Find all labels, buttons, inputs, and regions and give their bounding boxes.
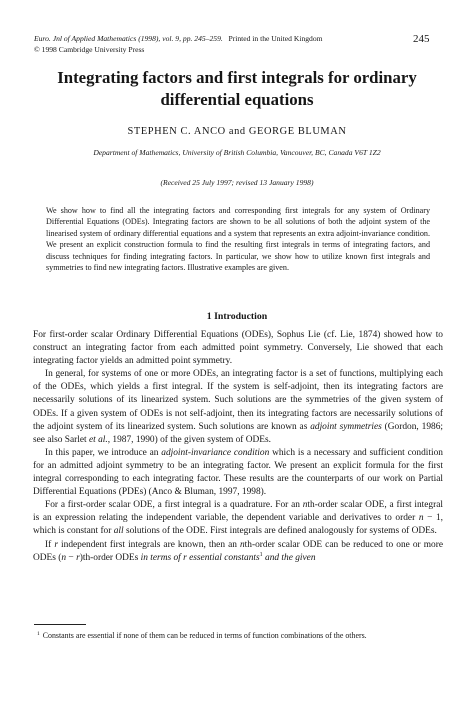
- running-header: [34, 34, 434, 55]
- emphasis-all: all: [113, 526, 124, 537]
- footnote-rule: [34, 624, 86, 625]
- var-n: n: [61, 552, 67, 563]
- emphasis-and-given: and the given: [262, 552, 316, 563]
- paragraph-3: [33, 447, 443, 499]
- paragraph-1: For first-order scalar Ordinary Differential Equations (ODEs), Sophus Lie (cf. Lie, 1874) showed how to construct an integrating factor from each admitted point symmetry. Conversely, Lie showed that each integrating factor yields an admitted point symmetry.: [33, 330, 443, 367]
- page-number: 245: [413, 33, 430, 45]
- paragraph-2-text-a: In general, for systems of one or more ODEs, an integrating factor is a set of functions, multiplying each of the ODEs, which yields a first integral. If the system is self-adjoint, then its integrating factors are necessarily solutions of its linearized system. Such solutions are the symmetries of the given system of ODEs. If a given system of ODEs is not self-adjoint, then its integrating factors are necessarily solutions of the adjoint system of its linearized system. Such solutions are known as: [33, 369, 443, 432]
- var-r: r: [76, 552, 80, 563]
- var-n: n: [302, 500, 308, 511]
- paragraph-2-text-c: , 1987, 1990) of the given system of ODEs.: [107, 434, 271, 445]
- paragraph-4-text-d: solutions of the ODE. First integrals are defined analogously for systems of ODEs.: [123, 526, 437, 537]
- paragraph-3-text-a: In this paper, we introduce an: [45, 447, 162, 458]
- footnote: [33, 629, 443, 641]
- footnote-text: Constants are essential if none of them can be reduced in terms of function combinations of the others.: [42, 631, 367, 640]
- paren-open: (: [58, 552, 62, 563]
- footnote-mark: 1: [37, 631, 40, 637]
- paragraph-5: If r independent first integrals are known, then an nth-order scalar ODE can be reduced to one or more ODEs (n − r)th-order ODEs in terms of r essential constants$^1$ and the given: [33, 539, 443, 563]
- abstract: We show how to find all the integrating factors and corresponding first integrals for any system of Ordinary Differential Equations (ODEs). Integrating factors are shown to be all solutions of both the adjoint system of the linearised system of ordinary differential equations and a system that represents an extra adjoint-invariance condition. We present an explicit construction formula to find the resulting first integrals in terms of integrating factors, and discuss techniques for finding integrating factors. In particular, we show how to utilize known first integrals and symmetries to find new integrating factors. Illustrative examples are given.: [46, 206, 430, 273]
- et-al: et al.: [88, 434, 108, 445]
- paragraph-4-text-a: For a first-order scalar ODE, a first integral is a quadrature. For an: [45, 500, 303, 511]
- paragraph-5-text-b: th-order scalar ODE can be reduced to one or more ODEs: [33, 539, 443, 563]
- paragraph-5-text-a: independent first integrals are known, then an: [57, 539, 240, 550]
- paragraph-3-text-b: which is a necessary and sufficient condition for an admitted adjoint symmetry to be an integrating factor. We present an explicit formula for the first integral corresponding to each integrating factor. These results are the counterparts of our work on Partial Differential Equations (PDEs) (Anco & Bluman, 1997, 1998).: [33, 447, 443, 498]
- paragraph-5-text-pre: If: [45, 539, 55, 550]
- received-dates: (Received 25 July 1997; revised 13 January 1998): [160, 178, 314, 187]
- paper-title-line-2: differential equations: [160, 90, 314, 109]
- author-list: STEPHEN C. ANCO and GEORGE BLUMAN: [127, 126, 347, 137]
- affiliation: Department of Mathematics, University of British Columbia, Vancouver, BC, Canada V6T 1Z2: [93, 148, 381, 157]
- footnote-ref[interactable]: 1: [259, 551, 263, 558]
- var-n: n: [418, 513, 424, 524]
- paragraph-2: [33, 368, 443, 447]
- var-n: n: [239, 539, 245, 550]
- paper-title-line-1: Integrating factors and first integrals for ordinary: [57, 68, 417, 87]
- printed-note: Printed in the United Kingdom: [228, 34, 323, 43]
- journal-citation: Euro. Jnl of Applied Mathematics (1998), vol. 9, pp. 245–259.: [34, 34, 223, 43]
- minus-sign: −: [66, 552, 77, 563]
- paragraph-2-text-b: (Gordon, 1986; see also Sarlet: [33, 421, 443, 445]
- section-heading: 1 Introduction: [206, 311, 268, 322]
- paren-close: ): [79, 552, 83, 563]
- paper-title: [20, 67, 454, 111]
- order-n-minus-r: [58, 553, 83, 563]
- emphasis-essential-constants: in terms of r essential constants: [140, 552, 260, 563]
- paragraph-4-text-c: − 1, which is constant for: [33, 513, 443, 537]
- paragraph-4: [33, 499, 443, 538]
- copyright-line: © 1998 Cambridge University Press: [34, 44, 145, 54]
- var-r: r: [54, 539, 58, 550]
- term-adjoint-symmetries: adjoint symmetries: [310, 421, 382, 432]
- term-adjoint-invariance: adjoint-invariance condition: [161, 447, 270, 458]
- body-text: [33, 329, 443, 565]
- journal-citation-line: [34, 34, 434, 45]
- paragraph-4-text-b: th-order scalar ODE, a first integral is an expression relating the independent variable, the dependent variable and derivatives to order: [33, 500, 444, 524]
